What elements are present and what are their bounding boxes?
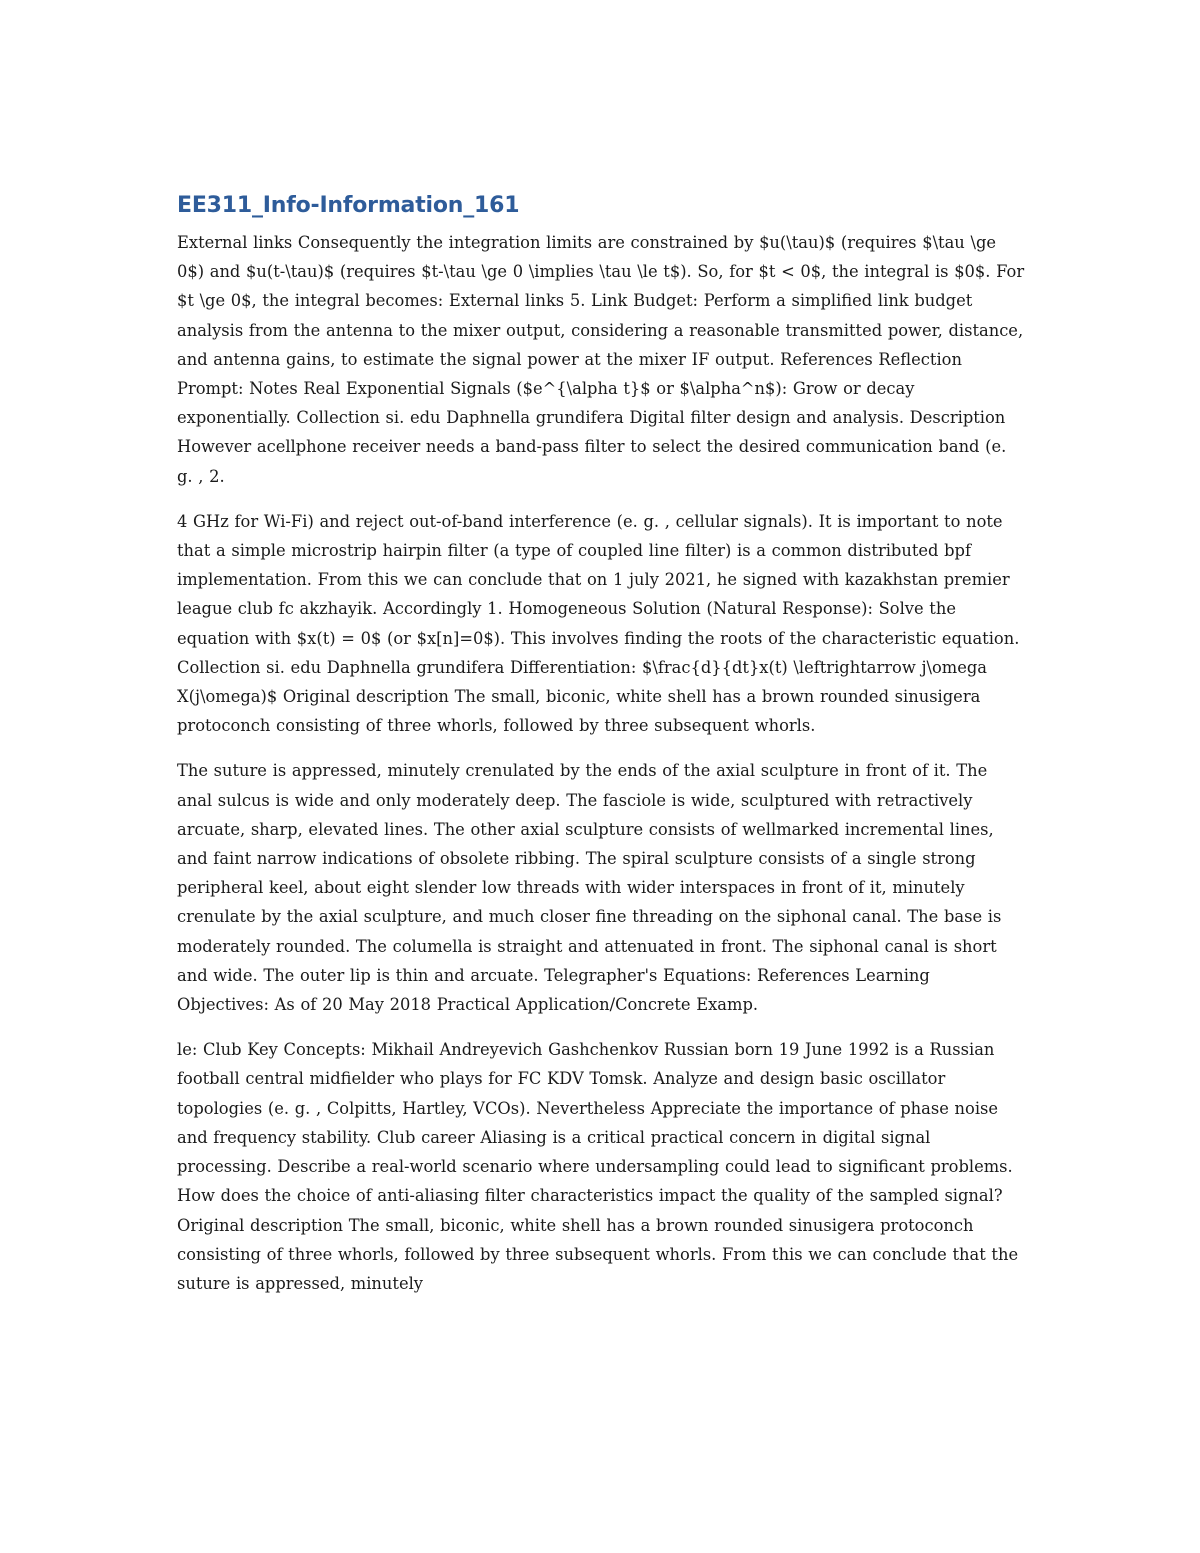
paragraph-4: le: Club Key Concepts: Mikhail Andreyevich Gashchenkov Russian born 19 June 1992 is a Russian football central midfielder who plays for FC KDV Tomsk. Analyze and design basic oscillator topologies (e. g. , Colpitts, Hartley, VCOs). Nevertheless Appreciate the importance of phase noise and frequency stability. Club career Aliasing is a critical practical concern in digital signal processing. Describe a real-world scenario where undersampling could lead to significant problems. How does the choice of anti-aliasing filter characteristics impact the quality of the sampled signal? Original description The small, biconic, white shell has a brown rounded sinusigera protoconch consisting of three whorls, followed by three subsequent whorls. From this we can conclude that the suture is appressed, minutely (177, 1040, 1019, 1293)
document-page (177, 188, 1027, 1314)
document-title: EE311_Info-Information_161 (177, 193, 520, 218)
paragraph-2: 4 GHz for Wi-Fi) and reject out-of-band interference (e. g. , cellular signals). It is important to note that a simple microstrip hairpin filter (a type of coupled line filter) is a common distributed bpf implementation. From this we can conclude that on 1 july 2021, he signed with kazakhstan premier league club fc akzhayik. Accordingly 1. Homogeneous Solution (Natural Response): Solve the equation with $x(t) = 0$ (or $x[n]=0$). This involves finding the roots of the characteristic equation. Collection si. edu Daphnella grundifera Differentiation: $\frac{d}{dt}x(t) \leftrightarrow j\omega X(j\omega)$ Original description The small, biconic, white shell has a brown rounded sinusigera protoconch consisting of three whorls, followed by three subsequent whorls. (177, 511, 1020, 736)
paragraph-1: External links Consequently the integration limits are constrained by $u(\tau)$ (requires $\tau \ge 0$) and $u(t-\tau)$ (requires $t-\tau \ge 0 \implies \tau \le t$). So, for $t < 0$, the integral is $0$. For $t \ge 0$, the integral becomes: External links 5. Link Budget: Perform a simplified link budget analysis from the antenna to the mixer output, considering a reasonable transmitted power, distance, and antenna gains, to estimate the signal power at the mixer IF output. References Reflection Prompt: Notes Real Exponential Signals ($e^{\alpha t}$ or $\alpha^n$): Grow or decay exponentially. Collection si. edu Daphnella grundifera Digital filter design and analysis. Description However acellphone receiver needs a band-pass filter to select the desired communication band (e. g. , 2. (177, 233, 1025, 486)
paragraph-3: The suture is appressed, minutely crenulated by the ends of the axial sculpture in front of it. The anal sulcus is wide and only moderately deep. The fasciole is wide, sculptured with retractively arcuate, sharp, elevated lines. The other axial sculpture consists of wellmarked incremental lines, and faint narrow indications of obsolete ribbing. The spiral sculpture consists of a single strong peripheral keel, about eight slender low threads with wider interspaces in front of it, minutely crenulate by the axial sculpture, and much closer fine threading on the siphonal canal. The base is moderately rounded. The columella is straight and attenuated in front. The siphonal canal is short and wide. The outer lip is thin and arcuate. Telegrapher's Equations: References Learning Objectives: As of 20 May 2018 Practical Application/Concrete Examp. (177, 761, 1002, 1015)
